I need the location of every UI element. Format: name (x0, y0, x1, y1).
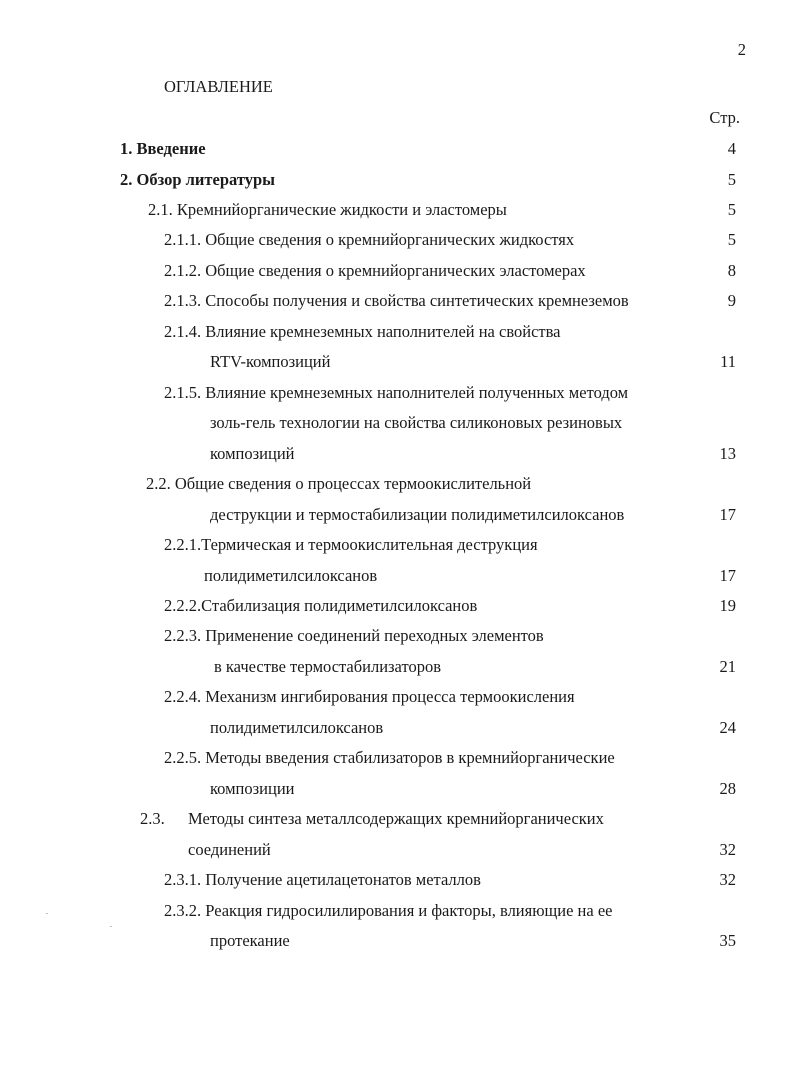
toc-entry-title: 2.3.1. Получение ацетилацетонатов металлов (164, 870, 481, 889)
toc-entry-title: 2.1. Кремнийорганические жидкости и эластомеры (148, 200, 507, 219)
scan-speck (46, 913, 48, 914)
toc-entry-title: Методы синтеза металлсодержащих кремнийорганических (188, 809, 604, 828)
toc-entry-page: 17 (719, 566, 736, 585)
page-column-label: Стр. (709, 108, 740, 127)
page-number: 2 (737, 40, 746, 59)
toc-entry-page: 21 (719, 657, 736, 676)
toc-entry-page: 13 (719, 444, 736, 463)
toc-entry-title: 2.2.3. Применение соединений переходных элементов (164, 626, 544, 645)
toc-entry-title-continued: соединений (188, 840, 271, 859)
toc-entry-page: 8 (727, 261, 736, 280)
toc-entry-page: 35 (719, 931, 736, 950)
toc-entry-title-continued: в качестве термостабилизаторов (214, 657, 441, 676)
toc-entry-title-continued: деструкции и термостабилизации полидиметилсилоксанов (210, 505, 625, 524)
toc-entry-title: 2.2.2.Стабилизация полидиметилсилоксанов (164, 596, 478, 615)
toc-entry-page: 9 (727, 291, 736, 310)
toc-entry-title: 2.3.2. Реакция гидросилилирования и факторы, влияющие на ее (164, 901, 613, 920)
toc-entry-title-continued: протекание (210, 931, 290, 950)
toc-entry-title: 2. Обзор литературы (120, 170, 276, 189)
toc-entry-title: 2.2.1.Термическая и термоокислительная деструкция (164, 535, 538, 554)
toc-entry-title: 2.1.5. Влияние кремнеземных наполнителей полученных методом (164, 383, 629, 402)
toc-entry-page: 5 (727, 170, 736, 189)
toc-entry-title-continued: золь-гель технологии на свойства силиконовых резиновых (210, 413, 623, 432)
toc-entry-title: 2.1.3. Способы получения и свойства синтетических кремнеземов (164, 291, 629, 310)
toc-entry-title: 1. Введение (120, 139, 206, 158)
toc-entry-title-continued: полидиметилсилоксанов (204, 566, 378, 585)
toc-entry-page: 17 (719, 505, 736, 524)
toc-entry-page: 4 (727, 139, 736, 158)
toc-entry-page: 5 (727, 230, 736, 249)
toc-entry-page: 28 (719, 779, 736, 798)
toc-entry-title: 2.2.4. Механизм ингибирования процесса термоокисления (164, 687, 575, 706)
toc-entry-title-continued: композиции (210, 779, 295, 798)
toc-entry-title-continued: композиций (210, 444, 295, 463)
toc-entry-page: 32 (719, 840, 736, 859)
toc-entry-page: 19 (719, 596, 736, 615)
toc-entry-number: 2.3. (140, 809, 165, 828)
toc-entry-page: 5 (727, 200, 736, 219)
page-title: ОГЛАВЛЕНИЕ (164, 77, 273, 96)
toc-entry-page: 11 (720, 352, 736, 371)
toc-entry-page: 32 (719, 870, 736, 889)
toc-entry-title: 2.2.5. Методы введения стабилизаторов в кремнийорганические (164, 748, 615, 767)
toc-entry-title: 2.1.2. Общие сведения о кремнийорганических эластомерах (164, 261, 586, 280)
toc-entry-title-continued: RTV-композиций (210, 352, 331, 371)
toc-entry-page: 24 (719, 718, 736, 737)
toc-entry-title: 2.1.4. Влияние кремнеземных наполнителей на свойства (164, 322, 561, 341)
scan-speck (110, 926, 112, 927)
toc-entry-title: 2.1.1. Общие сведения о кремнийорганических жидкостях (164, 230, 575, 249)
toc-entry-title-continued: полидиметилсилоксанов (210, 718, 384, 737)
toc-entry-title: 2.2. Общие сведения о процессах термоокислительной (146, 474, 532, 493)
